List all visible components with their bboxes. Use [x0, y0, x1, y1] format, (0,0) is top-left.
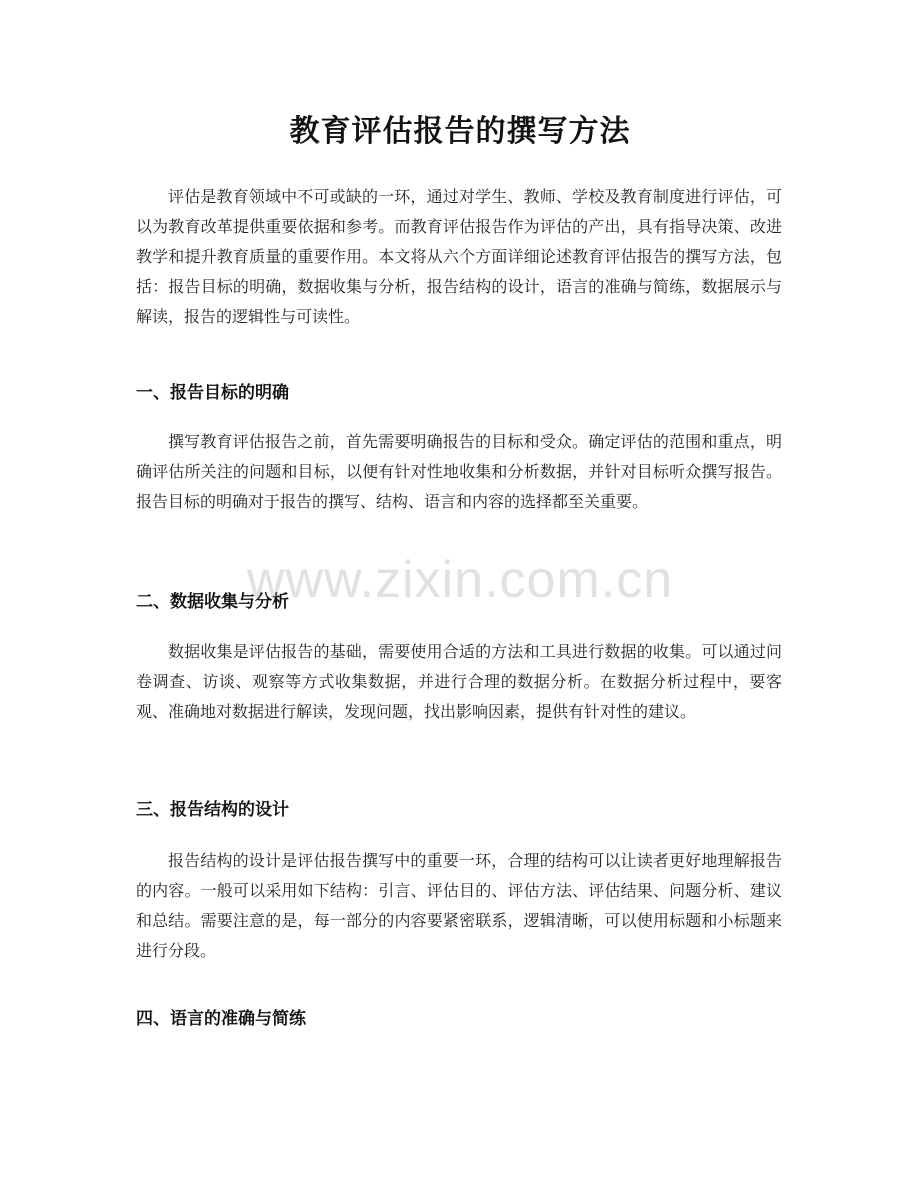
intro-paragraph: 评估是教育领域中不可或缺的一环，通过对学生、教师、学校及教育制度进行评估，可以为教育改革提供重要依据和参考。而教育评估报告作为评估的产出，具有指导决策、改进教学和提升教育质量的重要作用。本文将从六个方面详细论述教育评估报告的撰写方法，包括：报告目标的明确，数据收集与分析，报告结构的设计，语言的准确与简练，数据展示与解读，报告的逻辑性与可读性。 — [136, 187, 782, 326]
section-2-heading: 二、数据收集与分析 — [136, 592, 289, 612]
section-4-heading: 四、语言的准确与简练 — [136, 1009, 306, 1029]
watermark: www.zixin.com.cn — [246, 551, 674, 609]
document-title: 教育评估报告的撰写方法 — [289, 114, 631, 149]
section-1-heading: 一、报告目标的明确 — [136, 383, 289, 403]
section-1-body: 撰写教育评估报告之前，首先需要明确报告的目标和受众。确定评估的范围和重点，明确评估所关注的问题和目标，以便有针对性地收集和分析数据，并针对目标听众撰写报告。报告目标的明确对于报告的撰写、结构、语言和内容的选择都至关重要。 — [136, 432, 782, 511]
section-2-body: 数据收集是评估报告的基础，需要使用合适的方法和工具进行数据的收集。可以通过问卷调查、访谈、观察等方式收集数据，并进行合理的数据分析。在数据分析过程中，要客观、准确地对数据进行解读，发现问题，找出影响因素，提供有针对性的建议。 — [136, 642, 782, 721]
section-3-heading: 三、报告结构的设计 — [136, 800, 289, 820]
section-3-body: 报告结构的设计是评估报告撰写中的重要一环，合理的结构可以让读者更好地理解报告的内容。一般可以采用如下结构：引言、评估目的、评估方法、评估结果、问题分析、建议和总结。需要注意的是，每一部分的内容要紧密联系，逻辑清晰，可以使用标题和小标题来进行分段。 — [136, 851, 782, 960]
